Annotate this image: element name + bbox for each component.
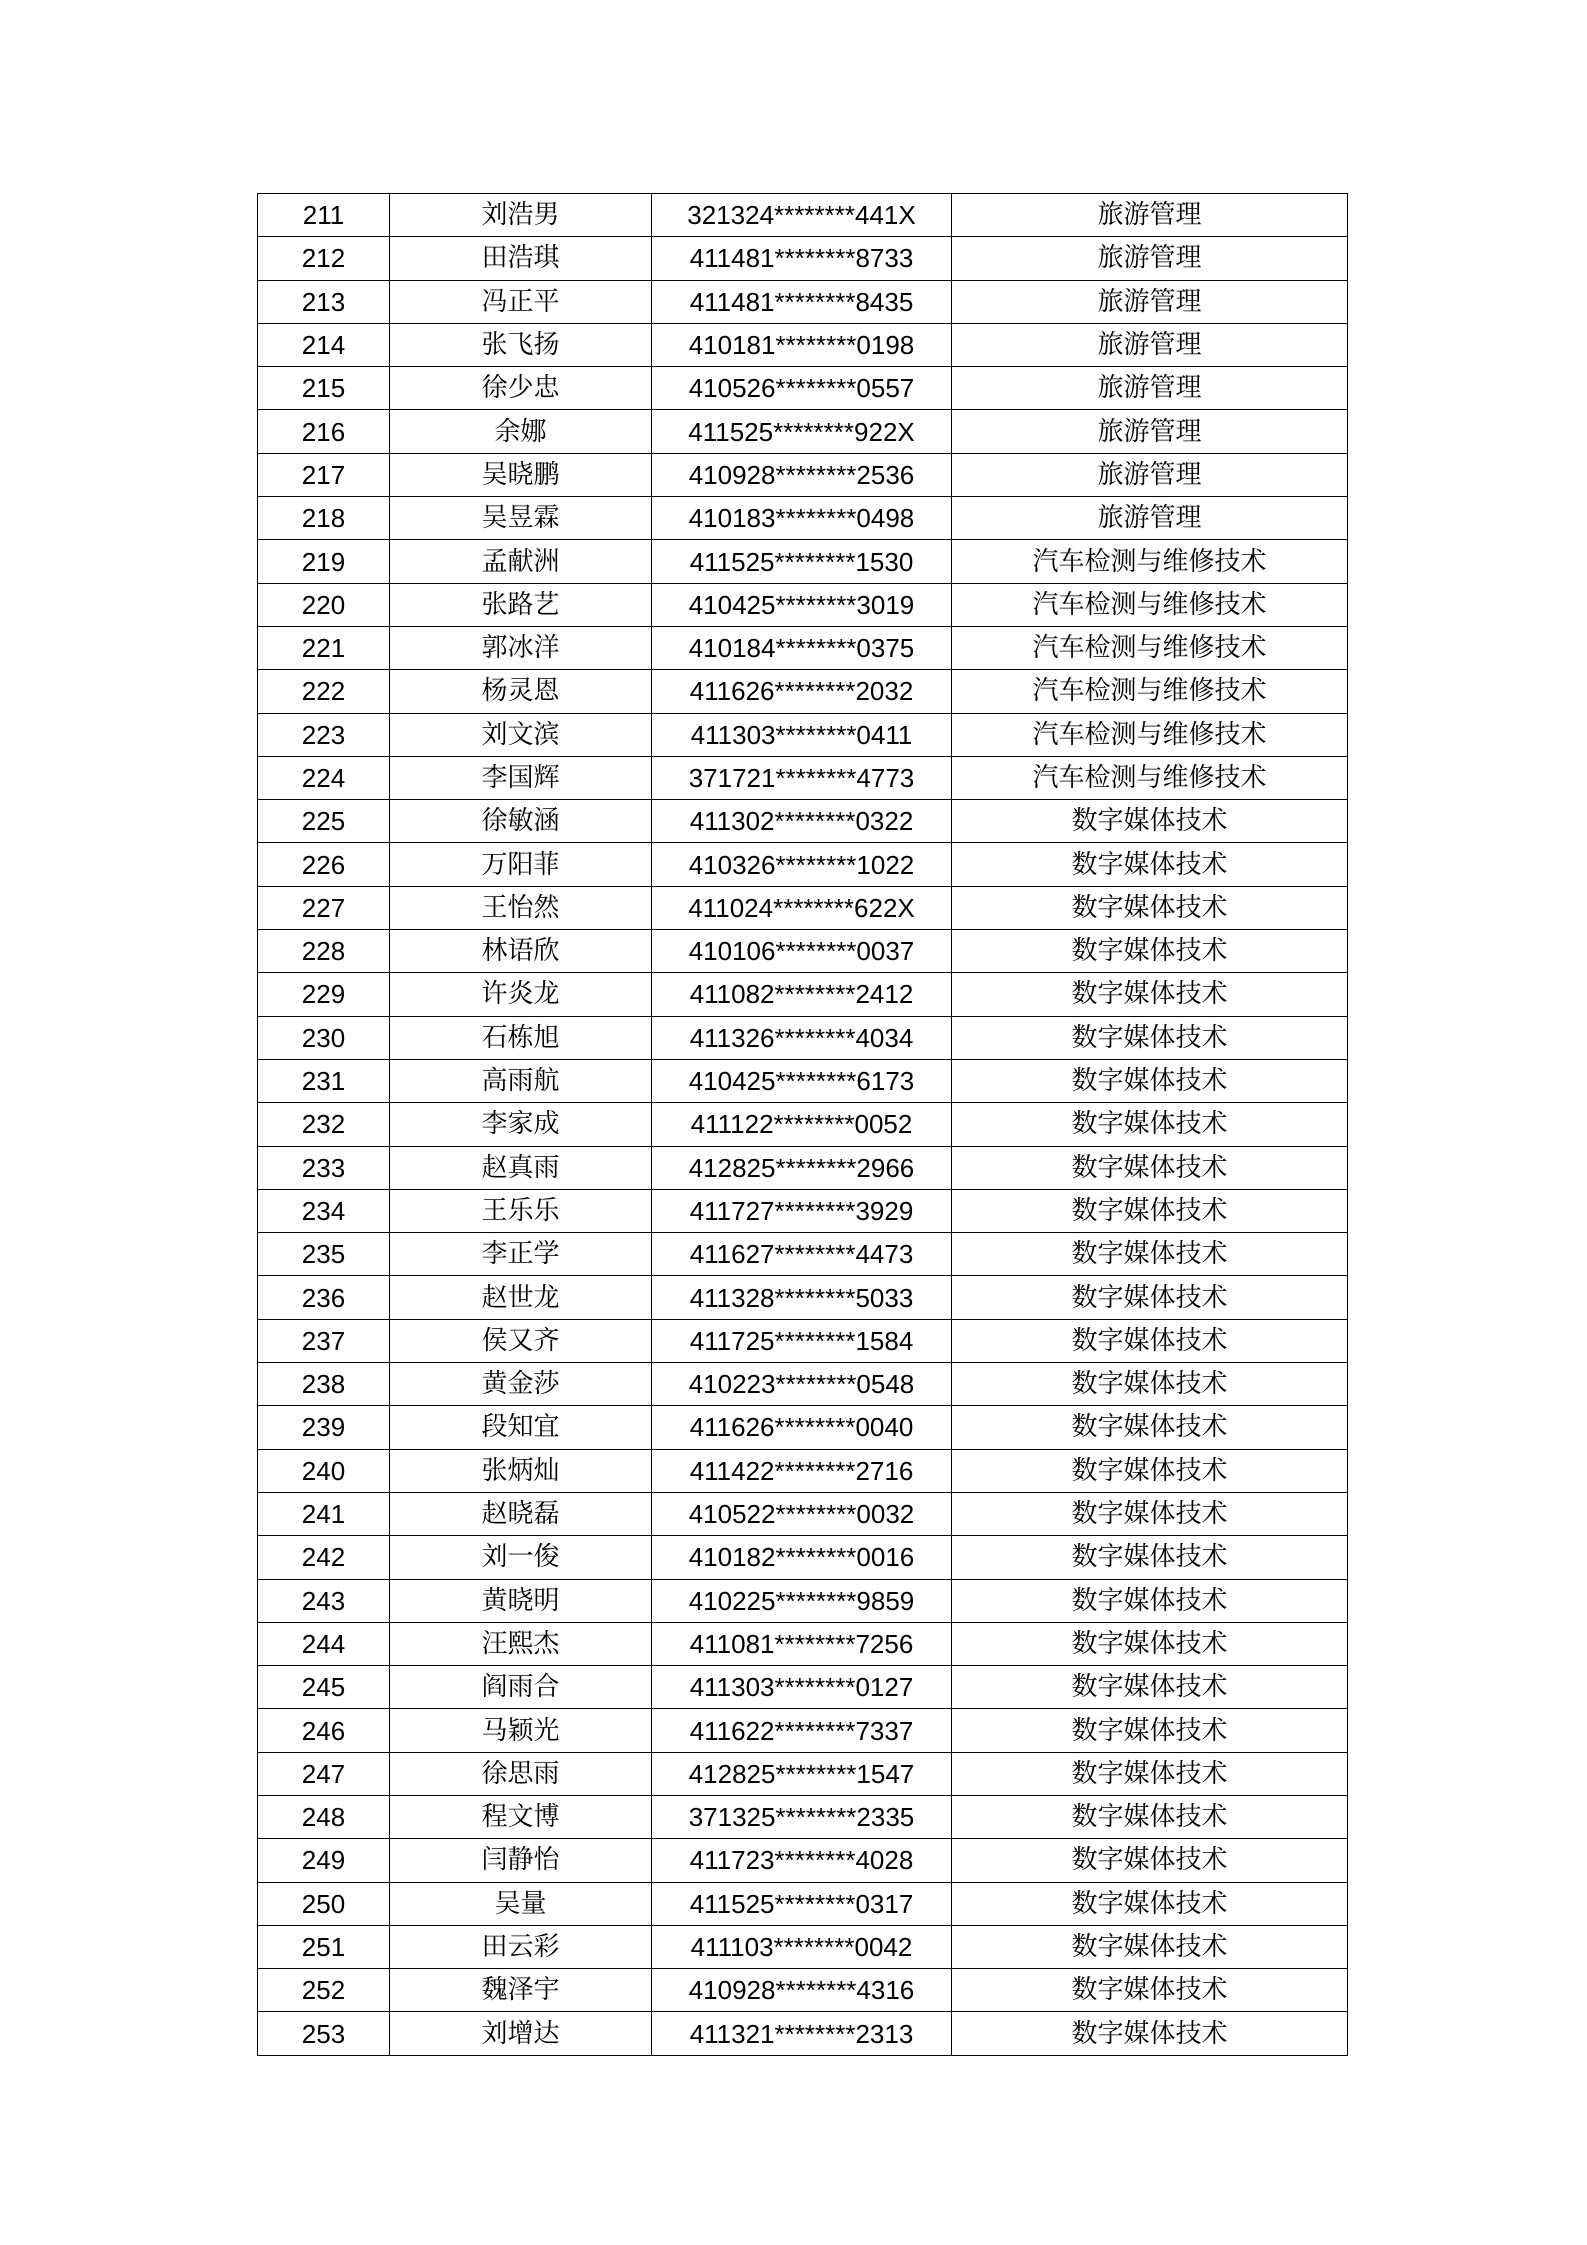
table-row (258, 410, 1348, 453)
table-row (258, 194, 1348, 237)
table-row (258, 1492, 1348, 1535)
id-number-cell: 411321********2313 (652, 2012, 952, 2055)
id-number-cell: 410526********0557 (652, 367, 952, 410)
major-cell: 数字媒体技术 (952, 2012, 1348, 2055)
id-number-cell: 411326********4034 (652, 1016, 952, 1059)
student-name-cell: 杨灵恩 (390, 670, 652, 713)
row-number-cell: 223 (258, 713, 390, 756)
id-number-cell: 411725********1584 (652, 1319, 952, 1362)
table-row (258, 800, 1348, 843)
row-number-cell: 213 (258, 280, 390, 323)
row-number-cell: 231 (258, 1059, 390, 1102)
major-cell: 旅游管理 (952, 410, 1348, 453)
student-name-cell: 郭冰洋 (390, 626, 652, 669)
table-row (258, 626, 1348, 669)
table-row (258, 930, 1348, 973)
id-number-cell: 410522********0032 (652, 1492, 952, 1535)
id-number-cell: 321324********441X (652, 194, 952, 237)
student-name-cell: 王怡然 (390, 886, 652, 929)
row-number-cell: 240 (258, 1449, 390, 1492)
roster-table (257, 193, 1348, 2056)
student-name-cell: 赵晓磊 (390, 1492, 652, 1535)
id-number-cell: 411103********0042 (652, 1925, 952, 1968)
major-cell: 汽车检测与维修技术 (952, 670, 1348, 713)
major-cell: 汽车检测与维修技术 (952, 583, 1348, 626)
table-row (258, 1276, 1348, 1319)
row-number-cell: 230 (258, 1016, 390, 1059)
row-number-cell: 225 (258, 800, 390, 843)
student-name-cell: 徐敏涵 (390, 800, 652, 843)
student-name-cell: 阎雨合 (390, 1666, 652, 1709)
student-name-cell: 刘一俊 (390, 1536, 652, 1579)
id-number-cell: 411622********7337 (652, 1709, 952, 1752)
table-row (258, 1709, 1348, 1752)
row-number-cell: 244 (258, 1622, 390, 1665)
table-row (258, 843, 1348, 886)
student-name-cell: 闫静怡 (390, 1839, 652, 1882)
row-number-cell: 241 (258, 1492, 390, 1535)
id-number-cell: 371325********2335 (652, 1795, 952, 1838)
major-cell: 旅游管理 (952, 280, 1348, 323)
row-number-cell: 212 (258, 237, 390, 280)
row-number-cell: 224 (258, 756, 390, 799)
major-cell: 数字媒体技术 (952, 1319, 1348, 1362)
id-number-cell: 410225********9859 (652, 1579, 952, 1622)
student-name-cell: 汪熙杰 (390, 1622, 652, 1665)
major-cell: 旅游管理 (952, 194, 1348, 237)
major-cell: 数字媒体技术 (952, 1752, 1348, 1795)
major-cell: 数字媒体技术 (952, 800, 1348, 843)
table-row (258, 1406, 1348, 1449)
major-cell: 数字媒体技术 (952, 1622, 1348, 1665)
row-number-cell: 250 (258, 1882, 390, 1925)
id-number-cell: 411422********2716 (652, 1449, 952, 1492)
student-name-cell: 段知宜 (390, 1406, 652, 1449)
table-row (258, 1925, 1348, 1968)
id-number-cell: 412825********1547 (652, 1752, 952, 1795)
student-name-cell: 石栋旭 (390, 1016, 652, 1059)
id-number-cell: 410425********3019 (652, 583, 952, 626)
id-number-cell: 411081********7256 (652, 1622, 952, 1665)
row-number-cell: 251 (258, 1925, 390, 1968)
id-number-cell: 411082********2412 (652, 973, 952, 1016)
student-name-cell: 冯正平 (390, 280, 652, 323)
table-row (258, 1363, 1348, 1406)
row-number-cell: 252 (258, 1969, 390, 2012)
id-number-cell: 410223********0548 (652, 1363, 952, 1406)
row-number-cell: 235 (258, 1233, 390, 1276)
major-cell: 数字媒体技术 (952, 1146, 1348, 1189)
table-row (258, 453, 1348, 496)
student-name-cell: 吴晓鹏 (390, 453, 652, 496)
row-number-cell: 228 (258, 930, 390, 973)
id-number-cell: 410928********4316 (652, 1969, 952, 2012)
major-cell: 数字媒体技术 (952, 1709, 1348, 1752)
id-number-cell: 410182********0016 (652, 1536, 952, 1579)
major-cell: 汽车检测与维修技术 (952, 540, 1348, 583)
row-number-cell: 253 (258, 2012, 390, 2055)
table-row (258, 540, 1348, 583)
table-row (258, 1752, 1348, 1795)
id-number-cell: 411303********0411 (652, 713, 952, 756)
table-row (258, 1449, 1348, 1492)
table-row (258, 756, 1348, 799)
major-cell: 数字媒体技术 (952, 1925, 1348, 1968)
table-row (258, 280, 1348, 323)
student-name-cell: 程文博 (390, 1795, 652, 1838)
row-number-cell: 248 (258, 1795, 390, 1838)
table-row (258, 1536, 1348, 1579)
id-number-cell: 411525********922X (652, 410, 952, 453)
student-name-cell: 李国辉 (390, 756, 652, 799)
student-name-cell: 吴量 (390, 1882, 652, 1925)
table-row (258, 1839, 1348, 1882)
major-cell: 数字媒体技术 (952, 1795, 1348, 1838)
table-row (258, 2012, 1348, 2055)
id-number-cell: 411303********0127 (652, 1666, 952, 1709)
major-cell: 数字媒体技术 (952, 843, 1348, 886)
student-name-cell: 孟献洲 (390, 540, 652, 583)
id-number-cell: 410184********0375 (652, 626, 952, 669)
major-cell: 汽车检测与维修技术 (952, 626, 1348, 669)
table-row (258, 1579, 1348, 1622)
id-number-cell: 411525********1530 (652, 540, 952, 583)
major-cell: 数字媒体技术 (952, 886, 1348, 929)
student-name-cell: 许炎龙 (390, 973, 652, 1016)
id-number-cell: 410181********0198 (652, 323, 952, 366)
student-name-cell: 李正学 (390, 1233, 652, 1276)
row-number-cell: 229 (258, 973, 390, 1016)
table-row (258, 1969, 1348, 2012)
student-name-cell: 黄金莎 (390, 1363, 652, 1406)
student-name-cell: 刘增达 (390, 2012, 652, 2055)
row-number-cell: 218 (258, 497, 390, 540)
row-number-cell: 236 (258, 1276, 390, 1319)
table-row (258, 1146, 1348, 1189)
major-cell: 数字媒体技术 (952, 1449, 1348, 1492)
student-name-cell: 田云彩 (390, 1925, 652, 1968)
student-name-cell: 高雨航 (390, 1059, 652, 1102)
student-name-cell: 徐思雨 (390, 1752, 652, 1795)
student-name-cell: 刘浩男 (390, 194, 652, 237)
major-cell: 数字媒体技术 (952, 1059, 1348, 1102)
table-row (258, 1189, 1348, 1232)
id-number-cell: 410106********0037 (652, 930, 952, 973)
id-number-cell: 411727********3929 (652, 1189, 952, 1232)
id-number-cell: 411525********0317 (652, 1882, 952, 1925)
major-cell: 旅游管理 (952, 237, 1348, 280)
major-cell: 数字媒体技术 (952, 1969, 1348, 2012)
student-name-cell: 余娜 (390, 410, 652, 453)
id-number-cell: 411122********0052 (652, 1103, 952, 1146)
major-cell: 数字媒体技术 (952, 1233, 1348, 1276)
table-row (258, 1795, 1348, 1838)
row-number-cell: 221 (258, 626, 390, 669)
table-row (258, 1882, 1348, 1925)
row-number-cell: 219 (258, 540, 390, 583)
row-number-cell: 226 (258, 843, 390, 886)
id-number-cell: 410326********1022 (652, 843, 952, 886)
major-cell: 旅游管理 (952, 323, 1348, 366)
major-cell: 数字媒体技术 (952, 1839, 1348, 1882)
row-number-cell: 234 (258, 1189, 390, 1232)
id-number-cell: 410425********6173 (652, 1059, 952, 1102)
student-name-cell: 侯又齐 (390, 1319, 652, 1362)
table-row (258, 1666, 1348, 1709)
id-number-cell: 410928********2536 (652, 453, 952, 496)
major-cell: 旅游管理 (952, 367, 1348, 410)
id-number-cell: 411723********4028 (652, 1839, 952, 1882)
table-row (258, 973, 1348, 1016)
id-number-cell: 411626********0040 (652, 1406, 952, 1449)
major-cell: 旅游管理 (952, 453, 1348, 496)
student-name-cell: 赵真雨 (390, 1146, 652, 1189)
table-row (258, 1233, 1348, 1276)
major-cell: 汽车检测与维修技术 (952, 756, 1348, 799)
major-cell: 数字媒体技术 (952, 1363, 1348, 1406)
table-row (258, 1103, 1348, 1146)
id-number-cell: 411627********4473 (652, 1233, 952, 1276)
row-number-cell: 246 (258, 1709, 390, 1752)
table-row (258, 1319, 1348, 1362)
major-cell: 数字媒体技术 (952, 973, 1348, 1016)
major-cell: 数字媒体技术 (952, 1492, 1348, 1535)
row-number-cell: 247 (258, 1752, 390, 1795)
student-name-cell: 魏泽宇 (390, 1969, 652, 2012)
row-number-cell: 217 (258, 453, 390, 496)
table-row (258, 237, 1348, 280)
student-name-cell: 刘文滨 (390, 713, 652, 756)
major-cell: 旅游管理 (952, 497, 1348, 540)
table-row (258, 1622, 1348, 1665)
row-number-cell: 238 (258, 1363, 390, 1406)
table-row (258, 583, 1348, 626)
student-name-cell: 万阳菲 (390, 843, 652, 886)
row-number-cell: 216 (258, 410, 390, 453)
table-row (258, 886, 1348, 929)
student-name-cell: 张路艺 (390, 583, 652, 626)
id-number-cell: 411481********8435 (652, 280, 952, 323)
id-number-cell: 410183********0498 (652, 497, 952, 540)
major-cell: 数字媒体技术 (952, 1579, 1348, 1622)
roster-body (258, 194, 1348, 2056)
row-number-cell: 211 (258, 194, 390, 237)
student-name-cell: 张炳灿 (390, 1449, 652, 1492)
major-cell: 数字媒体技术 (952, 1406, 1348, 1449)
student-name-cell: 马颖光 (390, 1709, 652, 1752)
row-number-cell: 227 (258, 886, 390, 929)
table-row (258, 1059, 1348, 1102)
student-name-cell: 王乐乐 (390, 1189, 652, 1232)
id-number-cell: 371721********4773 (652, 756, 952, 799)
table-row (258, 670, 1348, 713)
row-number-cell: 220 (258, 583, 390, 626)
student-name-cell: 吴昱霖 (390, 497, 652, 540)
student-name-cell: 赵世龙 (390, 1276, 652, 1319)
student-name-cell: 徐少忠 (390, 367, 652, 410)
table-row (258, 497, 1348, 540)
row-number-cell: 214 (258, 323, 390, 366)
major-cell: 数字媒体技术 (952, 1666, 1348, 1709)
major-cell: 数字媒体技术 (952, 1882, 1348, 1925)
major-cell: 数字媒体技术 (952, 930, 1348, 973)
id-number-cell: 412825********2966 (652, 1146, 952, 1189)
table-row (258, 713, 1348, 756)
row-number-cell: 237 (258, 1319, 390, 1362)
row-number-cell: 245 (258, 1666, 390, 1709)
table-row (258, 367, 1348, 410)
student-name-cell: 黄晓明 (390, 1579, 652, 1622)
major-cell: 数字媒体技术 (952, 1276, 1348, 1319)
major-cell: 数字媒体技术 (952, 1536, 1348, 1579)
student-name-cell: 张飞扬 (390, 323, 652, 366)
row-number-cell: 249 (258, 1839, 390, 1882)
table-row (258, 323, 1348, 366)
row-number-cell: 215 (258, 367, 390, 410)
row-number-cell: 232 (258, 1103, 390, 1146)
student-name-cell: 李家成 (390, 1103, 652, 1146)
table-row (258, 1016, 1348, 1059)
student-name-cell: 林语欣 (390, 930, 652, 973)
row-number-cell: 222 (258, 670, 390, 713)
row-number-cell: 243 (258, 1579, 390, 1622)
student-name-cell: 田浩琪 (390, 237, 652, 280)
id-number-cell: 411481********8733 (652, 237, 952, 280)
major-cell: 数字媒体技术 (952, 1189, 1348, 1232)
major-cell: 数字媒体技术 (952, 1016, 1348, 1059)
row-number-cell: 239 (258, 1406, 390, 1449)
id-number-cell: 411626********2032 (652, 670, 952, 713)
major-cell: 汽车检测与维修技术 (952, 713, 1348, 756)
row-number-cell: 242 (258, 1536, 390, 1579)
id-number-cell: 411024********622X (652, 886, 952, 929)
id-number-cell: 411302********0322 (652, 800, 952, 843)
major-cell: 数字媒体技术 (952, 1103, 1348, 1146)
id-number-cell: 411328********5033 (652, 1276, 952, 1319)
row-number-cell: 233 (258, 1146, 390, 1189)
